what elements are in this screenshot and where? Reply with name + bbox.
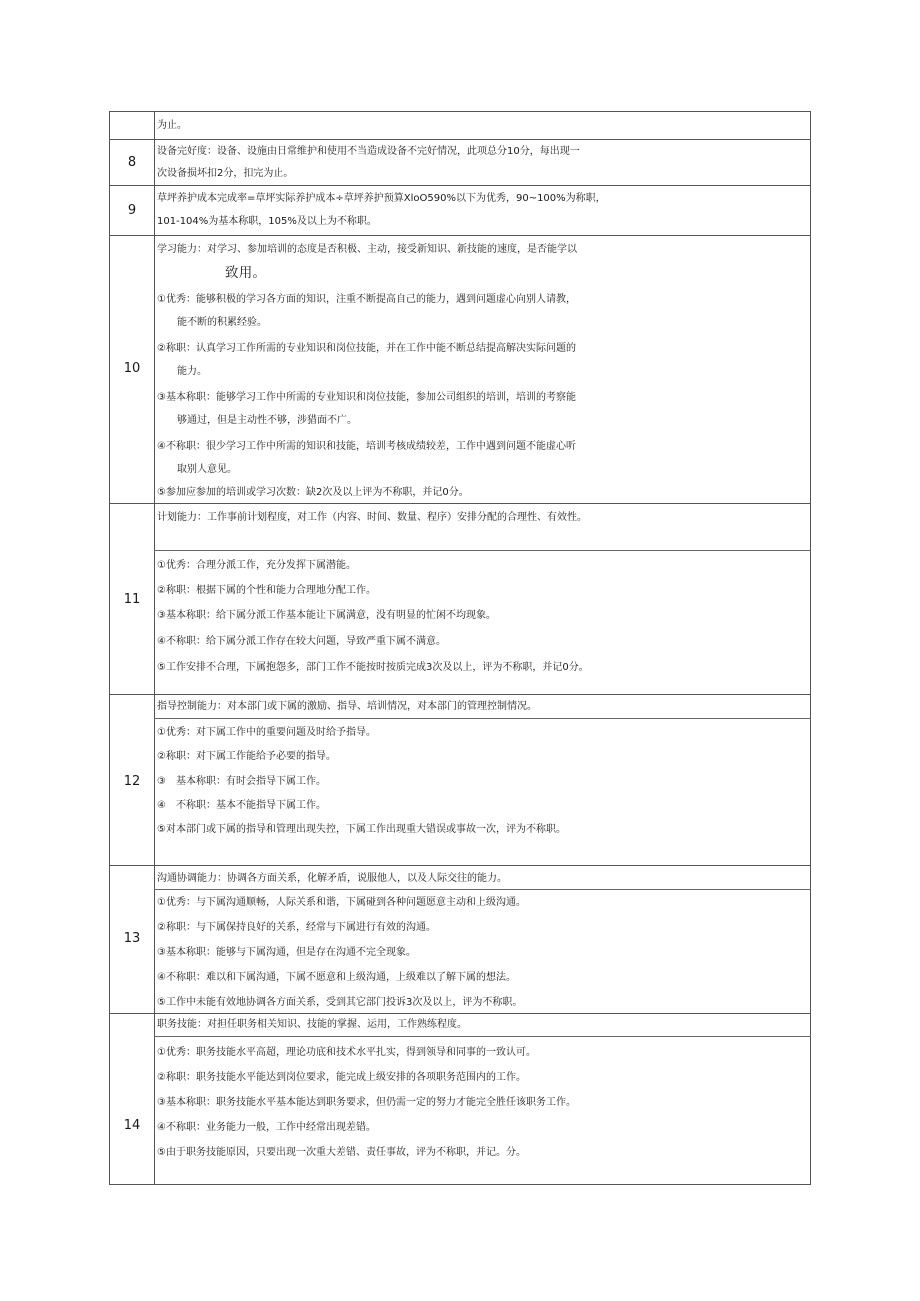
row-number: 10: [123, 361, 141, 376]
row-number: 13: [123, 931, 141, 946]
grade-item: ③ 基本称职：有时会指导下属工作。: [157, 776, 326, 787]
criterion-header: 沟通协调能力：协调各方面关系，化解矛盾，说服他人，以及人际交往的能力。: [157, 873, 507, 884]
grade-item: ④不称职：给下属分派工作存在较大问题，导致严重下属不满意。: [157, 636, 446, 647]
header-divider: [154, 718, 811, 719]
row-text: 次设备损坏扣2分，扣完为止。: [157, 168, 294, 179]
grade-item: ③基本称职：能够学习工作中所需的专业知识和岗位技能，参加公司组织的培训，培训的考察能: [157, 392, 576, 403]
row-text: 草坪养护成本完成率=草坪实际养护成本÷草坪养护预算XloO590%以下为优秀，90~100%为称职，: [157, 193, 606, 204]
row-number: 11: [123, 592, 141, 607]
grade-item: ④不称职：难以和下属沟通，下属不愿意和上级沟通，上级难以了解下属的想法。: [157, 972, 516, 983]
grade-item: ①优秀：能够积极的学习各方面的知识，注重不断提高自己的能力，遇到问题虚心向别人请教，: [157, 294, 576, 305]
header-divider: [154, 1036, 811, 1037]
grade-item: ⑤工作安排不合理，下属抱怨多，部门工作不能按时按质完成3次及以上，评为不称职，并记0分。: [157, 662, 589, 673]
grade-item: ②称职：对下属工作能给予必要的指导。: [157, 751, 336, 762]
criterion-header: 致用。: [225, 265, 267, 281]
grade-item: 够通过，但是主动性不够，涉猎面不广。: [177, 415, 357, 426]
grade-item: ①优秀：与下属沟通顺畅，人际关系和谐，下属碰到各种问题愿意主动和上级沟通。: [157, 897, 526, 908]
row-divider: [109, 694, 811, 695]
grade-item: ②称职：认真学习工作所需的专业知识和岗位技能，并在工作中能不断总结提高解决实际问题的: [157, 343, 576, 354]
column-divider: [154, 111, 155, 1185]
row-number: 12: [123, 774, 141, 789]
row-divider: [109, 185, 811, 186]
row-text: 101-104%为基本称职，105%及以上为不称职。: [157, 216, 377, 227]
grade-item: ③基本称职：给下属分派工作基本能让下属满意，没有明显的忙闲不均现象。: [157, 610, 496, 621]
grade-item: ②称职：职务技能水平能达到岗位要求，能完成上级安排的各项职务范围内的工作。: [157, 1072, 526, 1083]
grade-item: ⑤工作中未能有效地协调各方面关系，受到其它部门投诉3次及以上，评为不称职。: [157, 997, 523, 1008]
row-number: 9: [127, 203, 137, 218]
row-divider: [109, 139, 811, 140]
row-text: 为止。: [157, 120, 187, 131]
row-number: 14: [123, 1118, 141, 1133]
row-divider: [109, 235, 811, 236]
grade-item: ③基本称职：职务技能水平基本能达到职务要求，但仍需一定的努力才能完全胜任该职务工作。: [157, 1097, 576, 1108]
grade-item: 能力。: [177, 366, 207, 377]
grade-item: ②称职：根据下属的个性和能力合理地分配工作。: [157, 585, 376, 596]
grade-item: 取别人意见。: [177, 464, 237, 475]
grade-item: ②称职：与下属保持良好的关系，经常与下属进行有效的沟通。: [157, 922, 436, 933]
row-text: 设备完好度：设备、设施由日常维护和使用不当造成设备不完好情况，此项总分10分，每出现一: [157, 146, 580, 157]
criterion-header: 计划能力：工作事前计划程度，对工作（内容、时间、数量、程序）安排分配的合理性、有效性。: [157, 512, 587, 523]
grade-item: ④不称职：业务能力一般，工作中经常出现差错。: [157, 1122, 376, 1133]
grade-item: ①优秀：合理分派工作，充分发挥下属潜能。: [157, 560, 356, 571]
criterion-header: 学习能力：对学习、参加培训的态度是否积极、主动，接受新知识、新技能的速度，是否能学以: [157, 244, 577, 255]
grade-item: ④不称职：很少学习工作中所需的知识和技能，培训考核成绩较差，工作中遇到问题不能虚心听: [157, 441, 576, 452]
grade-item: ④ 不称职：基本不能指导下属工作。: [157, 800, 326, 811]
grade-item: ⑤参加应参加的培训或学习次数：缺2次及以上评为不称职，并记0分。: [157, 487, 469, 498]
grade-item: ⑤对本部门或下属的指导和管理出现失控，下属工作出现重大错误或事故一次，评为不称职。: [157, 824, 566, 835]
grade-item: ③基本称职：能够与下属沟通，但是存在沟通不完全现象。: [157, 947, 416, 958]
grade-item: 能不断的积累经验。: [177, 317, 267, 328]
criterion-header: 指导控制能力：对本部门或下属的激励、指导、培训情况，对本部门的管理控制情况。: [157, 701, 537, 712]
grade-item: ⑤由于职务技能原因，只要出现一次重大差错、责任事故，评为不称职，并记。分。: [157, 1147, 526, 1158]
row-divider: [109, 865, 811, 866]
grade-item: ①优秀：职务技能水平高超，理论功底和技术水平扎实，得到领导和同事的一致认可。: [157, 1047, 536, 1058]
row-number: 8: [127, 155, 137, 170]
criterion-header: 职务技能：对担任职务相关知识、技能的掌握、运用，工作熟练程度。: [157, 1019, 467, 1030]
header-divider: [154, 550, 811, 551]
grade-item: ①优秀：对下属工作中的重要问题及时给予指导。: [157, 727, 376, 738]
